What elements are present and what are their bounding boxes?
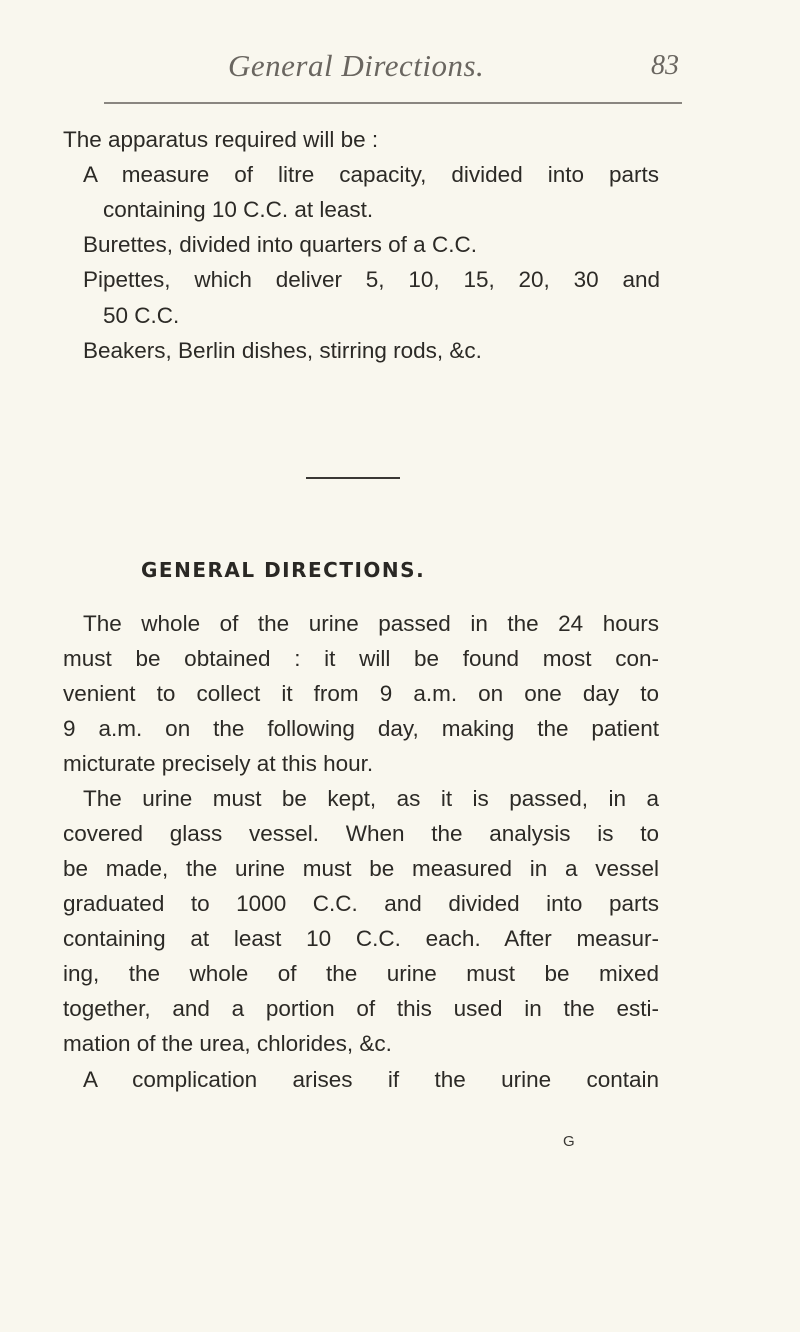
body-line: The urine must be kept, as it is passed, in a <box>83 786 659 811</box>
header-rule <box>104 102 682 104</box>
body-line: 9 a.m. on the following day, making the patient <box>63 716 659 741</box>
body-line: ing, the whole of the urine must be mixed <box>63 961 659 986</box>
apparatus-intro: The apparatus required will be : <box>63 127 379 152</box>
apparatus-line: containing 10 C.C. at least. <box>103 197 374 222</box>
body-line: be made, the urine must be measured in a vessel <box>63 856 659 881</box>
apparatus-line: Burettes, divided into quarters of a C.C. <box>83 232 477 257</box>
apparatus-line: A measure of litre capacity, divided into parts <box>83 162 659 187</box>
body-line: containing at least 10 C.C. each. After measur- <box>63 926 659 951</box>
section-heading: GENERAL DIRECTIONS. <box>141 558 426 582</box>
body-line: The whole of the urine passed in the 24 hours <box>83 611 659 636</box>
body-line: graduated to 1000 C.C. and divided into parts <box>63 891 659 916</box>
running-title: General Directions. <box>228 48 485 83</box>
body-line: must be obtained : it will be found most con- <box>63 646 659 671</box>
body-line: covered glass vessel. When the analysis is to <box>63 821 659 846</box>
signature-mark: G <box>563 1133 575 1150</box>
section-divider <box>306 477 400 479</box>
body-line: A complication arises if the urine contain <box>83 1067 659 1092</box>
body-line: together, and a portion of this used in the esti- <box>63 996 659 1021</box>
running-head <box>0 48 800 88</box>
body-line: micturate precisely at this hour. <box>63 751 374 776</box>
apparatus-line: Beakers, Berlin dishes, stirring rods, &c. <box>83 338 482 363</box>
body-line: mation of the urea, chlorides, &c. <box>63 1031 392 1056</box>
body-line: venient to collect it from 9 a.m. on one day to <box>63 681 659 706</box>
page-number: 83 <box>651 50 679 81</box>
apparatus-line: Pipettes, which deliver 5, 10, 15, 20, 30 and <box>83 267 660 292</box>
apparatus-line: 50 C.C. <box>103 303 180 328</box>
